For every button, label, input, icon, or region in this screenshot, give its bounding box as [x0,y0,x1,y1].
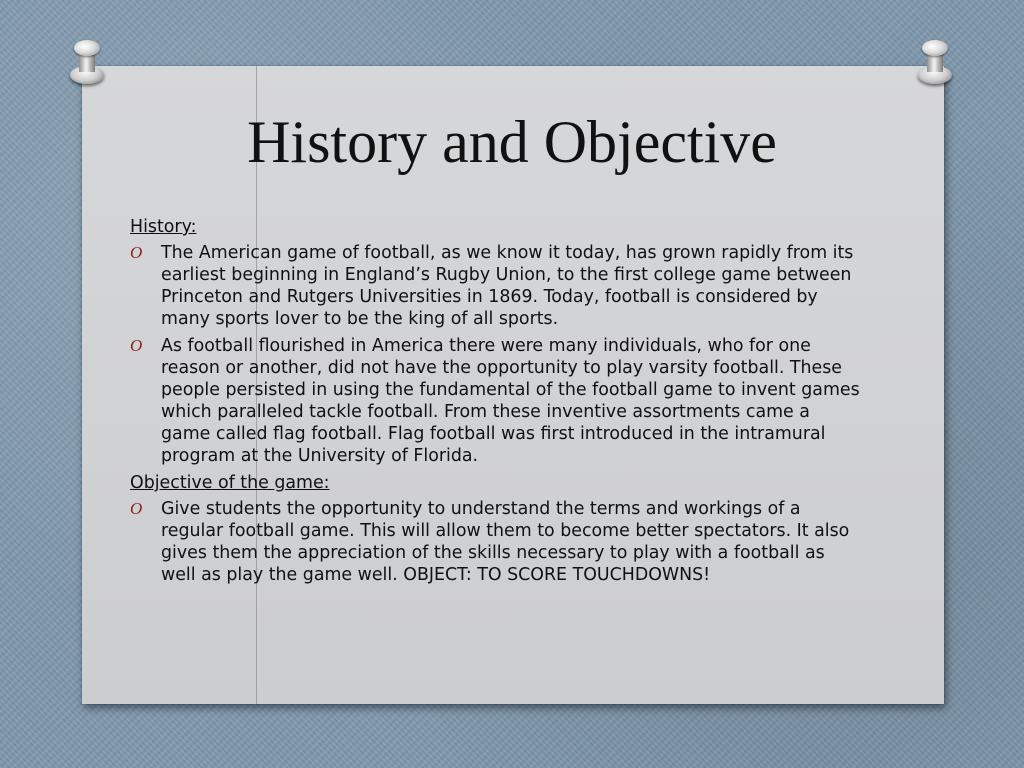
section-heading-objective: Objective of the game: [130,473,330,493]
slide-title: History and Objective [247,109,777,175]
pushpin-right-icon [916,40,954,86]
bullet-marker-icon: O [130,243,143,262]
bullet-text: Give students the opportunity to understand the terms and workings of a regular football game. This will allow them to become better spectators. It also gives them the appreciation of the skills necessary to play with a football as well as play the game well. OBJECT: TO SCORE TOUCHDOWNS! [161,499,850,585]
bullet-marker-icon: O [130,499,143,518]
bullet-text: The American game of football, as we know it today, has grown rapidly from its earliest beginning in England’s Rugby Union, to the first college game between Princeton and Rutgers Universities in 1869. Today, football is considered by many sports lover to be the king of all sports. [161,243,854,329]
objective-bullet-1 [130,498,860,586]
section-heading-history: History: [130,217,197,237]
pushpin-left-icon [68,40,106,86]
slide-content [130,216,860,591]
bullet-text: As football flourished in America there were many individuals, who for one reason or another, did not have the opportunity to play varsity football. These people persisted in using the fundamental of the football game to invent games which paralleled tackle football. From these inventive assortments came a game called flag football. Flag football was first introduced in the intramural program at the University of Florida. [161,336,860,466]
bullet-marker-icon: O [130,336,143,355]
history-bullet-1 [130,242,860,330]
history-bullet-2 [130,335,860,467]
